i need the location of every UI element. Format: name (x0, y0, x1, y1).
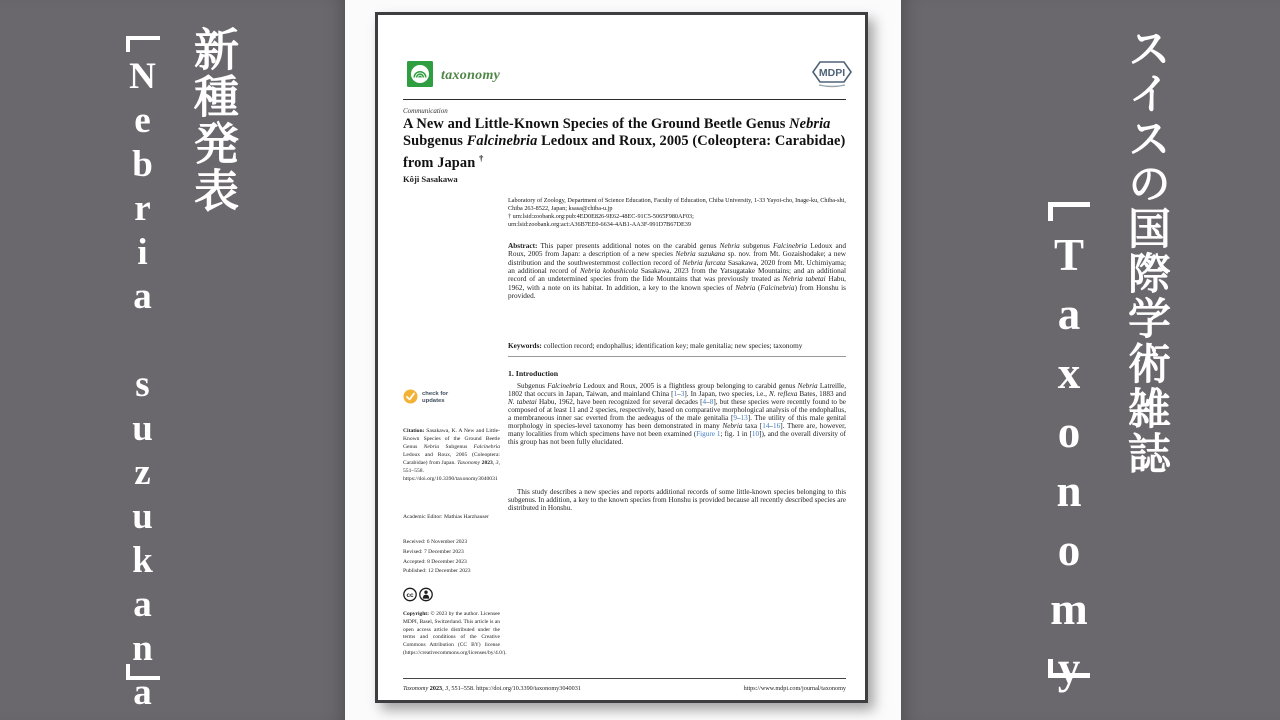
left-banner-panel (0, 0, 345, 720)
published-date: Published: 12 December 2023 (403, 568, 471, 575)
accepted-date: Accepted: 8 December 2023 (403, 558, 467, 565)
reference-link[interactable]: 10 (751, 429, 760, 438)
revised-date: Revised: 7 December 2023 (403, 548, 464, 555)
citation-block: Citation: Sasakawa, K. A New and Little-Known Species of the Ground Beetle Genus Nebria Subgenus Falcinebria Ledoux and Roux, 2005 (Coleoptera: Carabidae) from Japan. Taxonomy 2023, 3, 551–558. https://doi.org/10.3390/taxonomy3040031 (403, 428, 500, 482)
header-divider (403, 99, 846, 100)
paper-title: A New and Little-Known Species of the Ground Beetle Genus Nebria Subgenus Falcinebria Ledoux and Roux, 2005 (Coleoptera: Carabidae) from Japan † (403, 116, 846, 172)
zoobank-pub-line: † urn:lsid:zoobank.org:pub:4ED0E826-9E62-48EC-91C5-5065F980AF03; (508, 213, 694, 221)
check-badge-label-line1: check for (422, 391, 449, 397)
affiliation-block (508, 197, 846, 229)
left-banner-species-name: Nebria suzukana (122, 56, 163, 716)
reference-link[interactable]: 1 (673, 389, 678, 398)
corner-bracket-open-icon (1048, 202, 1090, 221)
reference-link[interactable]: 3 (680, 389, 685, 398)
received-date: Received: 6 November 2023 (403, 539, 468, 545)
corner-bracket-open-icon (126, 36, 160, 52)
affiliation-line: Laboratory of Zoology, Department of Science Education, Faculty of Education, Chiba University, 1-33 Yayoi-cho, Inage-ku, Chiba-shi, Chiba 263-8522, Japan; ksasa@chiba-u.jp (508, 197, 846, 213)
reference-link[interactable]: 13 (740, 413, 748, 422)
right-banner-headline: スイスの国際学術雑誌 (1122, 26, 1169, 476)
footer-citation: Taxonomy 2023, 3, 551–558. https://doi.org/10.3390/taxonomy3040031 (403, 685, 581, 692)
keywords-line: Keywords: collection record; endophallus; identification key; male genitalia; new species; taxonomy (508, 342, 803, 350)
introduction-paragraph-1: Subgenus Falcinebria Ledoux and Roux, 2005 is a flightless group belonging to carabid genus Nebria Latreille, 1802 that occurs in Japan, Taiwan, and mainland China [1–3]. In Japan, two species, i.e., N. reflexa Bates, 1883 and N. tabetai Habu, 1962, have been recognized for several decades [4–8], but these species were recently found to be composed of at least 11 and 2 species, respectively, based on comparative morphological analysis of the endophallus, a membraneous inner sac everted from the aedeagus of the male genitalia [9–13]. The utility of this male genital morphology in species-level taxonomy has been demonstrated in many Nebria taxa [14–16]. There are, however, many localities from which specimens have not been examined (Figure 1; fig. 1 in [10]), and the overall diversity of this group has not been fully elucidated. (508, 382, 847, 446)
article-type-label: Communication (403, 107, 448, 115)
taxonomy-journal-logo-icon[interactable] (407, 61, 433, 87)
zoobank-act-line: urn:lsid:zoobank.org:act:A36B7EE0-6634-4AB1-AA3F-991D7B67DE39 (508, 221, 691, 229)
left-banner-headline: 新種発表 (187, 26, 237, 214)
reference-link[interactable]: Figure 1 (696, 429, 721, 438)
reference-link[interactable]: 16 (773, 421, 781, 430)
svg-text:MDPI: MDPI (818, 67, 846, 79)
mdpi-logo[interactable] (811, 60, 853, 88)
corner-bracket-close-icon (1048, 659, 1090, 678)
dates-block (403, 539, 500, 578)
right-banner-journal-name: Taxonomy (1044, 230, 1094, 702)
reference-link[interactable]: 14 (762, 421, 770, 430)
checkmark-icon (403, 389, 418, 404)
check-badge-label-line2: updates (422, 397, 445, 404)
reference-link[interactable]: 4 (702, 397, 707, 406)
check-for-updates-badge[interactable] (403, 389, 500, 407)
keywords-divider (508, 356, 846, 357)
corner-bracket-close-icon (126, 664, 160, 680)
reference-link[interactable]: 9 (733, 413, 737, 422)
author-name: Kôji Sasakawa (403, 174, 458, 184)
introduction-paragraph-2: This study describes a new species and reports additional records of some little-known species belonging to this subgenus. In addition, a key to the known species from Honshu is provided because all recently described species are distributed in Honshu. (508, 488, 846, 512)
svg-text:cc: cc (406, 592, 414, 599)
reference-link[interactable]: 8 (709, 397, 714, 406)
paper-first-page (375, 12, 868, 703)
copyright-notice: Copyright: © 2023 by the author. Licensee MDPI, Basel, Switzerland. This article is an open access article distributed under the terms and conditions of the Creative Commons Attribution (CC BY) license (https://creativecommons.org/licenses/by/4.0/). (403, 611, 507, 656)
introduction-heading: 1. Introduction (508, 369, 559, 378)
journal-name: taxonomy (441, 68, 501, 83)
creative-commons-license-icons[interactable] (403, 587, 500, 603)
footer-journal-url[interactable]: https://www.mdpi.com/journal/taxonomy (743, 685, 846, 692)
footer-divider (403, 678, 846, 679)
academic-editor-line: Academic Editor: Mathias Harzhauser (403, 514, 489, 520)
abstract-paragraph: Abstract: This paper presents additional notes on the carabid genus Nebria subgenus Falcinebria Ledoux and Roux, 2005 from Japan: a description of a new species Nebria suzukana sp. nov. from Mt. Gozaishodake; a new distribution and the southwesternmost collection record of Nebria furcata Sasakawa, 2020 from Mt. Uchimiyama; an additional record of Nebria kobushicola Sasakawa, 2023 from the Yatsugatake Mountains; and an additional record of an undetermined species from the Iide Mountains that was previously treated as Nebria tabetai Habu, 1962, with a note on its habitat. In addition, a key to the known species of Nebria (Falcinebria) from Honshu is provided. (508, 242, 847, 301)
